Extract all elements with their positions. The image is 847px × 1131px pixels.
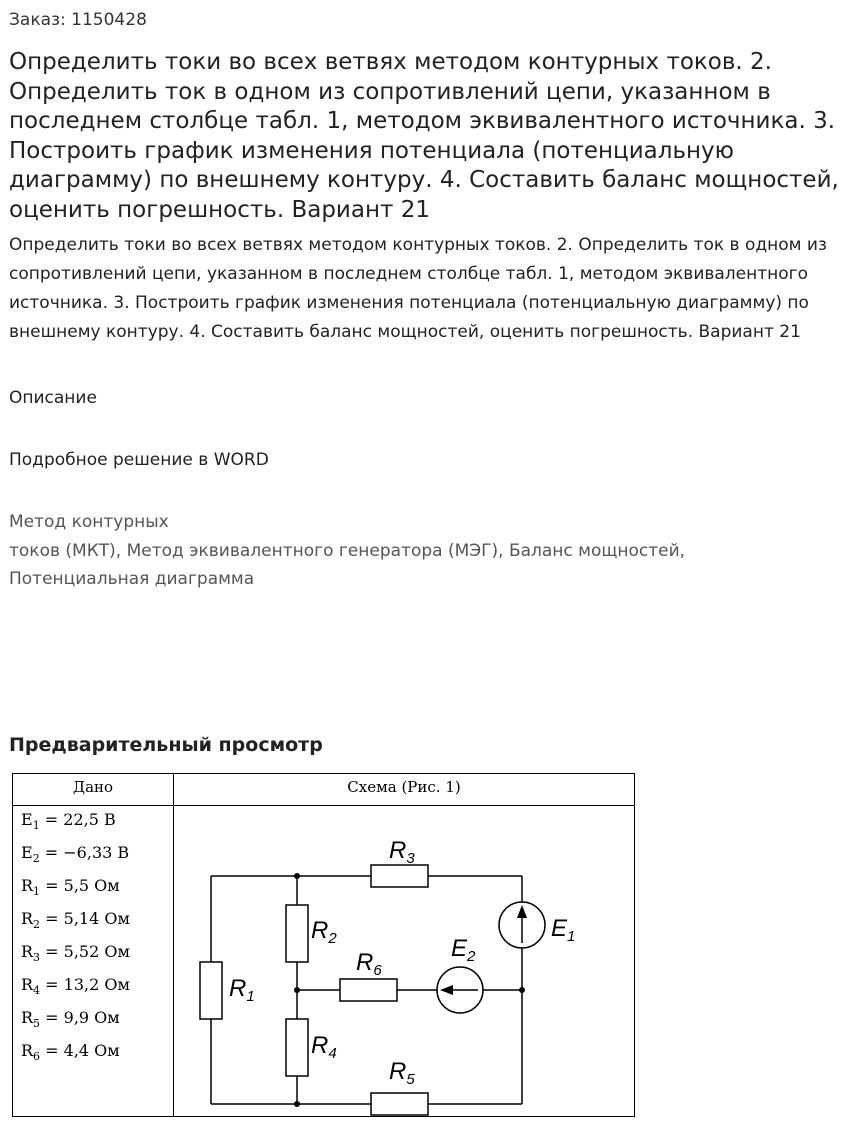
header-given: Дано bbox=[72, 778, 114, 796]
tag-link[interactable]: Метод контурных bbox=[9, 512, 169, 532]
param-row: $R_1 = 5,5$ Ом bbox=[21, 876, 120, 899]
resistor-r2 bbox=[286, 905, 308, 962]
svg-text:R4: $R_4$ bbox=[311, 1032, 337, 1062]
param-row: $R_4 = 13,2$ Ом bbox=[21, 975, 130, 998]
document-preview bbox=[12, 773, 635, 1117]
svg-text:E2: $E_2$ bbox=[451, 935, 476, 965]
svg-text:R3: $R_3$ bbox=[389, 837, 415, 867]
tag-line bbox=[9, 508, 841, 537]
circuit-diagram bbox=[13, 774, 636, 1118]
resistor-r1 bbox=[200, 962, 222, 1019]
param-row: $E_1 = 22,5$ В bbox=[21, 810, 116, 833]
header-schema: Схема (Рис. 1) bbox=[347, 778, 461, 796]
tag-line bbox=[9, 565, 841, 594]
description-label: Описание bbox=[9, 388, 97, 408]
solution-note: Подробное решение в WORD bbox=[9, 450, 269, 470]
param-row: $R_5 = 9,9$ Ом bbox=[21, 1008, 120, 1031]
page-title: Определить токи во всех ветвях методом контурных токов. 2. Определить ток в одном из сопротивлений цепи, указанном в последнем столбце табл. 1, методом эквивалентного источника. 3. Построить график изменения потенциала (потенциальную диаграмму) по внешнему контуру. 4. Составить баланс мощностей, оценить погрешность. Вариант 21 bbox=[9, 49, 839, 223]
svg-text:R5: $R_5$ bbox=[389, 1058, 415, 1088]
tag-link[interactable]: Потенциальная диаграмма bbox=[9, 569, 255, 589]
svg-text:R1: $R_1$ bbox=[229, 975, 255, 1005]
tag-line bbox=[9, 537, 841, 566]
tag-link[interactable]: токов (МКТ), Метод эквивалентного генератора (МЭГ), Баланс мощностей, bbox=[9, 540, 686, 561]
resistor-r6 bbox=[340, 979, 397, 1001]
resistor-r3 bbox=[371, 865, 428, 887]
svg-text:R6: $R_6$ bbox=[356, 949, 382, 979]
svg-text:E1: $E_1$ bbox=[551, 915, 576, 945]
resistor-r4 bbox=[286, 1019, 308, 1076]
param-row: $R_2 = 5,14$ Ом bbox=[21, 909, 130, 932]
order-number: Заказ: 1150428 bbox=[9, 10, 147, 30]
param-row: $R_3 = 5,52$ Ом bbox=[21, 942, 130, 965]
preview-title: Предварительный просмотр bbox=[9, 734, 323, 756]
param-row: $E_2 = -6,33$ В bbox=[21, 843, 130, 866]
task-description: Определить токи во всех ветвях методом контурных токов. 2. Определить ток в одном из сопротивлений цепи, указанном в последнем столбце табл. 1, методом эквивалентного источника. 3. Построить график изменения потенциала (потенциальную диаграмму) по внешнему контуру. 4. Составить баланс мощностей, оценить погрешность. Вариант 21 bbox=[9, 235, 827, 342]
resistor-r5 bbox=[371, 1093, 428, 1115]
tags-list bbox=[9, 508, 841, 594]
svg-text:R2: $R_2$ bbox=[311, 917, 337, 947]
param-row: $R_6 = 4,4$ Ом bbox=[21, 1041, 120, 1064]
